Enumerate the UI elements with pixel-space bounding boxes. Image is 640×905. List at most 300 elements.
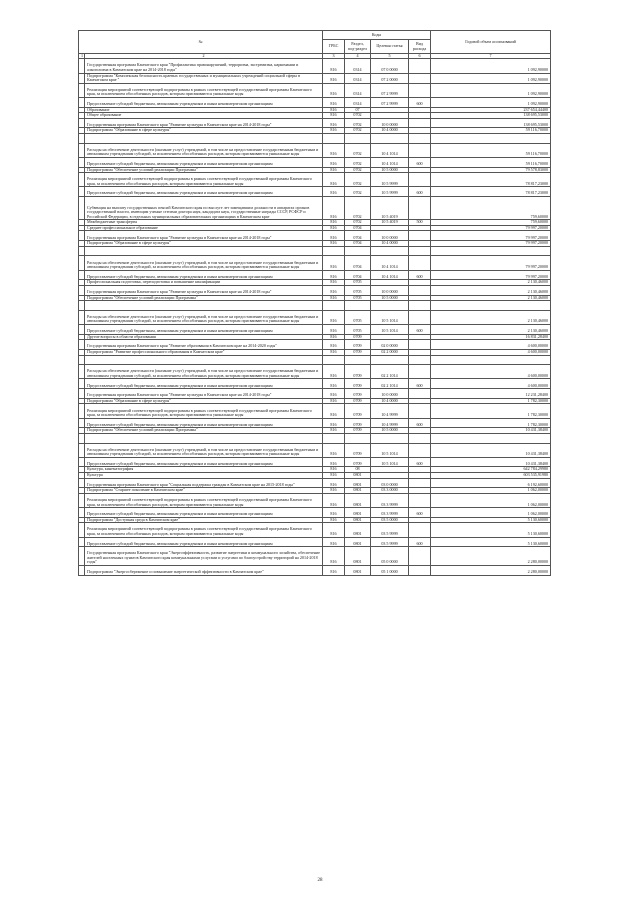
row-target: 10 0 0000: [371, 389, 409, 399]
row-amount: [431, 433, 551, 443]
row-section: 0709: [345, 443, 371, 457]
row-section: [345, 301, 371, 311]
table-row: [79, 133, 551, 143]
row-target: 10 5 4019: [371, 220, 409, 226]
row-name: Подпрограмма "Старшее поколение в Камчатском крае": [85, 488, 323, 494]
row-amount: 1 782,30000: [431, 398, 551, 404]
row-target: 10 5 1014: [371, 310, 409, 324]
row-name: Предоставление субсидий бюджетным, автономным учреждениям и иным некоммерческим организациям: [85, 457, 323, 467]
row-name: Государственная программа Камчатского края "Развитие культуры в Камчатском крае на 2014-2018 годы": [85, 389, 323, 399]
row-name: Образование: [85, 107, 323, 113]
row-exptype: 600: [409, 537, 431, 547]
row-exptype: [409, 118, 431, 128]
row-amount: 10 431,38400: [431, 443, 551, 457]
row-exptype: 600: [409, 457, 431, 467]
row-grbs: 816: [323, 478, 345, 488]
row-target: 10 0 0000: [371, 285, 409, 295]
row-name: Реализация мероприятий соответствующей подпрограммы в рамках соответствующей государственной программы Камчатского края, за исключением обособленных расходов, которым присваиваются уникальные коды: [85, 493, 323, 507]
row-section: 0704: [345, 231, 371, 241]
header-num: №: [79, 31, 323, 54]
row-target: 03 3 9999: [371, 508, 409, 518]
row-grbs: [323, 355, 345, 365]
row-name: Предоставление субсидий бюджетным, автономным учреждениям и иным некоммерческим организациям: [85, 325, 323, 335]
row-amount: 2 130,46000: [431, 295, 551, 301]
row-exptype: [409, 389, 431, 399]
row-amount: 2 280,00000: [431, 566, 551, 576]
row-amount: 1 782,30000: [431, 404, 551, 418]
table-row: [79, 256, 551, 270]
row-target: 10 5 1014: [371, 443, 409, 457]
header-codes: Коды: [323, 31, 431, 40]
row-section: 0709: [345, 398, 371, 404]
row-section: 0709: [345, 365, 371, 379]
row-amount: 2 130,46000: [431, 285, 551, 295]
row-section: 0801: [345, 566, 371, 576]
row-section: 0702: [345, 173, 371, 187]
table-row: [79, 443, 551, 457]
row-amount: 1 092,90000: [431, 73, 551, 83]
row-grbs: 816: [323, 107, 345, 113]
row-grbs: 816: [323, 443, 345, 457]
row-amount: 138 695,53000: [431, 113, 551, 119]
row-name: Предоставление субсидий бюджетным, автономным учреждениям и иным некоммерческим организациям: [85, 508, 323, 518]
table-row: [79, 59, 551, 73]
row-name: [85, 133, 323, 143]
row-amount: 6 192,60000: [431, 478, 551, 488]
row-grbs: 816: [323, 167, 345, 173]
row-target: 03 5 9999: [371, 523, 409, 537]
row-amount: 1 092,90000: [431, 97, 551, 107]
table-row: [79, 187, 551, 197]
row-grbs: 816: [323, 428, 345, 434]
row-name: Государственная программа Камчатского края "Развитие культуры в Камчатском крае на 2014-2018 годы": [85, 231, 323, 241]
row-name: Предоставление субсидий бюджетным, автономным учреждениям и иным некоммерческим организациям: [85, 157, 323, 167]
row-section: 0702: [345, 143, 371, 157]
row-name: Реализация мероприятий соответствующей подпрограммы в рамках соответствующей государственной программы Камчатского края, за исключением обособленных расходов, которым присваиваются уникальные коды: [85, 173, 323, 187]
row-target: 10 5 0000: [371, 428, 409, 434]
row-exptype: [409, 143, 431, 157]
header-amount: Годовой объем ассигнований: [431, 31, 551, 54]
row-name: [85, 301, 323, 311]
table-row: [79, 457, 551, 467]
row-target: [371, 301, 409, 311]
row-name: Предоставление субсидий бюджетным, автономным учреждениям и иным некоммерческим организациям: [85, 379, 323, 389]
row-target: 05 0 0000: [371, 547, 409, 566]
row-section: 0709: [345, 404, 371, 418]
row-amount: 79 997,20000: [431, 225, 551, 231]
row-target: 10 0 0000: [371, 118, 409, 128]
row-name: Межбюджетные трансферты: [85, 220, 323, 226]
row-target: [371, 133, 409, 143]
row-section: 0314: [345, 97, 371, 107]
row-target: 03 5 0000: [371, 517, 409, 523]
row-grbs: 816: [323, 508, 345, 518]
row-section: 07: [345, 107, 371, 113]
row-section: 0709: [345, 418, 371, 428]
row-target: 10 4 0000: [371, 398, 409, 404]
row-target: 03 5 9999: [371, 537, 409, 547]
table-row: [79, 537, 551, 547]
row-exptype: [409, 443, 431, 457]
row-target: 10 4 9999: [371, 404, 409, 418]
col-number: 4: [345, 54, 371, 59]
row-grbs: 816: [323, 389, 345, 399]
row-target: 02 0 0000: [371, 340, 409, 350]
table-row: [79, 433, 551, 443]
table-row: [79, 340, 551, 350]
row-target: 10 4 1014: [371, 270, 409, 280]
row-section: 0801: [345, 488, 371, 494]
row-grbs: 816: [323, 128, 345, 134]
row-name: Предоставление субсидий бюджетным, автономным учреждениям и иным некоммерческим организациям: [85, 418, 323, 428]
row-target: 10 5 1014: [371, 325, 409, 335]
row-grbs: 816: [323, 157, 345, 167]
row-amount: 79 997,20000: [431, 256, 551, 270]
col-number: 2: [85, 54, 323, 59]
header-section: Раздел, под-раздел: [345, 40, 371, 54]
row-grbs: 816: [323, 231, 345, 241]
row-grbs: 816: [323, 467, 345, 473]
row-exptype: 600: [409, 325, 431, 335]
row-amount: 2 130,46000: [431, 280, 551, 286]
row-exptype: [409, 523, 431, 537]
row-grbs: 816: [323, 340, 345, 350]
row-name: Общее образование: [85, 113, 323, 119]
row-amount: 10 431,38400: [431, 428, 551, 434]
row-exptype: [409, 133, 431, 143]
row-grbs: 816: [323, 285, 345, 295]
row-exptype: 600: [409, 418, 431, 428]
row-target: 03 3 9999: [371, 493, 409, 507]
row-amount: [431, 133, 551, 143]
row-target: 10 4 1014: [371, 143, 409, 157]
row-exptype: [409, 59, 431, 73]
table-row: [79, 493, 551, 507]
table-row: [79, 118, 551, 128]
row-section: 0801: [345, 493, 371, 507]
table-row: [79, 310, 551, 324]
row-section: 0702: [345, 187, 371, 197]
row-exptype: [409, 340, 431, 350]
row-name: Культура, кинематография: [85, 467, 323, 473]
row-target: 10 4 0000: [371, 241, 409, 247]
row-target: [371, 246, 409, 256]
row-name: Государственная программа Камчатского края "Развитие образования в Камчатском крае на 2014-2020 годы": [85, 340, 323, 350]
row-section: 0709: [345, 389, 371, 399]
row-grbs: 816: [323, 270, 345, 280]
row-name: Реализация мероприятий соответствующей подпрограммы в рамках соответствующей государственной программы Камчатского края, за исключением обособленных расходов, которым присваиваются уникальные коды: [85, 404, 323, 418]
row-amount: 1 062,00000: [431, 488, 551, 494]
row-name: Подпрограмма "Обеспечение условий реализации Программы": [85, 428, 323, 434]
row-name: Подпрограмма "Образование в сфере культуры": [85, 128, 323, 134]
row-exptype: [409, 433, 431, 443]
row-amount: 759,60000: [431, 220, 551, 226]
row-section: 0704: [345, 225, 371, 231]
row-target: 10 4 1014: [371, 256, 409, 270]
row-section: 0314: [345, 73, 371, 83]
row-target: 02 2 0000: [371, 349, 409, 355]
header-target: Целевая статья: [371, 40, 409, 54]
row-section: [345, 433, 371, 443]
row-amount: 79 997,20000: [431, 231, 551, 241]
row-grbs: 816: [323, 334, 345, 340]
row-name: Предоставление субсидий бюджетным, автономным учреждениям и иным некоммерческим организациям: [85, 537, 323, 547]
row-amount: 79 997,20000: [431, 270, 551, 280]
row-target: 07 2 9999: [371, 83, 409, 97]
table-row: [79, 365, 551, 379]
table-row: [79, 197, 551, 220]
row-name: Среднее профессиональное образование: [85, 225, 323, 231]
row-section: 0705: [345, 285, 371, 295]
row-name: Государственная программа Камчатского края "Развитие культуры в Камчатском крае на 2014-2018 годы": [85, 285, 323, 295]
row-exptype: [409, 256, 431, 270]
table-row: [79, 418, 551, 428]
row-name: Профессиональная подготовка, переподготовка и повышение квалификации: [85, 280, 323, 286]
row-amount: [431, 355, 551, 365]
row-name: Подпрограмма "Образование в сфере культуры": [85, 398, 323, 404]
row-grbs: 816: [323, 398, 345, 404]
table-row: [79, 389, 551, 399]
row-name: Подпрограмма "Развитие профессионального образования в Камчатском крае": [85, 349, 323, 355]
row-section: 0702: [345, 220, 371, 226]
table-row: [79, 508, 551, 518]
row-grbs: 816: [323, 457, 345, 467]
row-grbs: 816: [323, 379, 345, 389]
table-row: [79, 478, 551, 488]
row-section: 0709: [345, 457, 371, 467]
row-exptype: [409, 231, 431, 241]
row-name: Подпрограмма "Образование в сфере культуры": [85, 241, 323, 247]
table-body: [79, 59, 551, 575]
row-exptype: [409, 566, 431, 576]
row-grbs: 816: [323, 241, 345, 247]
table-row: [79, 379, 551, 389]
row-exptype: 600: [409, 508, 431, 518]
row-section: 0314: [345, 59, 371, 73]
row-amount: 5 130,60000: [431, 523, 551, 537]
row-section: 0705: [345, 325, 371, 335]
row-exptype: 600: [409, 157, 431, 167]
row-amount: 2 130,46000: [431, 310, 551, 324]
row-amount: 4 600,00000: [431, 365, 551, 379]
row-name: [85, 355, 323, 365]
row-grbs: [323, 301, 345, 311]
row-target: 10 5 9999: [371, 187, 409, 197]
row-amount: 759,60000: [431, 197, 551, 220]
row-exptype: [409, 83, 431, 97]
row-target: 10 4 0000: [371, 128, 409, 134]
col-number: 6: [409, 54, 431, 59]
row-name: Подпрограмма "Комплексная безопасность краевых государственных и муниципальных учреждений социальной сферы в Камчатском крае ": [85, 73, 323, 83]
row-exptype: [409, 493, 431, 507]
col-number: 5: [371, 54, 409, 59]
row-section: 0801: [345, 537, 371, 547]
row-amount: 12 231,28400: [431, 389, 551, 399]
table-row: [79, 143, 551, 157]
table-row: [79, 270, 551, 280]
row-target: 03 0 0000: [371, 478, 409, 488]
row-amount: 79 997,20000: [431, 241, 551, 247]
row-amount: 1 092,90000: [431, 59, 551, 73]
row-grbs: 816: [323, 310, 345, 324]
row-exptype: 600: [409, 270, 431, 280]
row-grbs: 816: [323, 225, 345, 231]
header-row-1: [79, 31, 551, 40]
row-grbs: 816: [323, 488, 345, 494]
row-exptype: 600: [409, 379, 431, 389]
row-target: 10 5 4019: [371, 197, 409, 220]
row-grbs: 816: [323, 325, 345, 335]
row-amount: 59 116,70000: [431, 128, 551, 134]
row-amount: 2 130,46000: [431, 325, 551, 335]
row-amount: 10 431,38400: [431, 457, 551, 467]
row-amount: 4 600,00000: [431, 349, 551, 355]
row-exptype: [409, 404, 431, 418]
row-target: [371, 355, 409, 365]
row-section: 0705: [345, 295, 371, 301]
row-target: 07 2 0000: [371, 73, 409, 83]
row-section: 0709: [345, 349, 371, 355]
row-grbs: 816: [323, 493, 345, 507]
row-amount: 1 062,00000: [431, 493, 551, 507]
row-exptype: [409, 355, 431, 365]
row-name: Государственная программа Камчатского края "Профилактика правонарушений, терроризма, экстремизма, наркомании и алкоголизма в Камчатском крае на 2014-2018 годы": [85, 59, 323, 73]
row-grbs: 816: [323, 256, 345, 270]
row-section: [345, 246, 371, 256]
row-grbs: 816: [323, 118, 345, 128]
row-grbs: 816: [323, 113, 345, 119]
row-section: 08: [345, 467, 371, 473]
row-section: 0801: [345, 508, 371, 518]
row-name: Расходы на обеспечение деятельности (оказание услуг) учреждений, в том числе на предоставление государственным бюджетным и автономным учреждениям субсидий, за исключением обособленных расходов, которым присваиваются уникальные коды: [85, 310, 323, 324]
table-row: [79, 547, 551, 566]
row-grbs: 816: [323, 365, 345, 379]
row-amount: 78 817,23000: [431, 173, 551, 187]
row-target: 10 5 0000: [371, 167, 409, 173]
row-amount: 1 092,90000: [431, 83, 551, 97]
row-exptype: 600: [409, 97, 431, 107]
row-target: 02 2 1014: [371, 379, 409, 389]
row-name: Расходы на обеспечение деятельности (оказание услуг) учреждений, в том числе на предоставление государственным бюджетным и автономным учреждениям субсидий, за исключением обособленных расходов, которым присваиваются уникальные коды: [85, 443, 323, 457]
row-amount: 1 782,30000: [431, 418, 551, 428]
budget-table: [78, 30, 551, 576]
row-name: Предоставление субсидий бюджетным, автономным учреждениям и иным некоммерческим организациям: [85, 270, 323, 280]
row-amount: 5 130,60000: [431, 537, 551, 547]
row-grbs: 816: [323, 295, 345, 301]
row-grbs: 816: [323, 517, 345, 523]
row-target: 10 4 9999: [371, 418, 409, 428]
row-name: Подпрограмма "Обеспечение условий реализации Программы": [85, 295, 323, 301]
row-grbs: 816: [323, 59, 345, 73]
row-name: Подпрограмма "Доступная среда в Камчатском крае": [85, 517, 323, 523]
row-section: 0705: [345, 310, 371, 324]
row-amount: 237 654,44400: [431, 107, 551, 113]
row-amount: 1 062,00000: [431, 508, 551, 518]
row-target: 10 5 1014: [371, 457, 409, 467]
row-name: Расходы на обеспечение деятельности (оказание услуг) учреждений, в том числе на предоставление государственным бюджетным и автономным учреждениям субсидий, за исключением обособленных расходов, которым присваиваются уникальные коды: [85, 256, 323, 270]
row-name: Подпрограмма "Энергосбережение и повышение энергетической эффективности в Камчатском крае": [85, 566, 323, 576]
row-exptype: [409, 365, 431, 379]
row-section: 0704: [345, 270, 371, 280]
row-amount: 79 578,83000: [431, 167, 551, 173]
row-amount: 59 116,70000: [431, 143, 551, 157]
row-section: 0709: [345, 428, 371, 434]
row-exptype: [409, 478, 431, 488]
table-row: [79, 157, 551, 167]
row-grbs: 816: [323, 97, 345, 107]
row-name: Другие вопросы в области образования: [85, 334, 323, 340]
row-target: 07 2 9999: [371, 97, 409, 107]
header-exptype: Вид расхода: [409, 40, 431, 54]
table-row: [79, 285, 551, 295]
row-grbs: 816: [323, 404, 345, 418]
row-name: Расходы на обеспечение деятельности (оказание услуг) учреждений, в том числе на предоставление государственным бюджетным и автономным учреждениям субсидий, за исключением обособленных расходов, которым присваиваются уникальные коды: [85, 365, 323, 379]
row-section: 0704: [345, 241, 371, 247]
row-target: 10 5 0000: [371, 295, 409, 301]
row-grbs: 816: [323, 197, 345, 220]
row-grbs: 816: [323, 418, 345, 428]
row-amount: [431, 246, 551, 256]
row-name: Реализация мероприятий соответствующей подпрограммы в рамках соответствующей государственной программы Камчатского края, за исключением обособленных расходов, которым присваиваются уникальные коды: [85, 83, 323, 97]
table-row: [79, 246, 551, 256]
row-name: Субвенция на выплату государственных пенсий Камчатского края по выслуге лет замещавшим должности в аппаратах органов государственной власти, имеющим ученые степени доктора наук, кандидата наук, государственные награды СССР, РСФСР и Российской Федерации, в отдельных муниципальных образовательных организациях в Камчатском крае: [85, 197, 323, 220]
row-section: 0702: [345, 157, 371, 167]
row-target: 10 4 1014: [371, 157, 409, 167]
row-section: 0314: [345, 83, 371, 97]
table-row: [79, 301, 551, 311]
row-amount: 59 116,70000: [431, 157, 551, 167]
row-name: Государственная программа Камчатского края "Социальная поддержка граждан в Камчатском крае на 2015-2018 годы": [85, 478, 323, 488]
table-row: [79, 404, 551, 418]
row-name: Реализация мероприятий соответствующей подпрограммы в рамках соответствующей государственной программы Камчатского края, за исключением обособленных расходов, которым присваиваются уникальные коды: [85, 523, 323, 537]
row-exptype: 600: [409, 187, 431, 197]
table-row: [79, 325, 551, 335]
table-row: [79, 173, 551, 187]
row-section: 0801: [345, 547, 371, 566]
table-row: [79, 566, 551, 576]
row-amount: 642 784,29980: [431, 467, 551, 473]
row-amount: 138 695,53000: [431, 118, 551, 128]
header-grbs: ГРБС: [323, 40, 345, 54]
row-exptype: [409, 285, 431, 295]
row-target: [371, 433, 409, 443]
row-amount: 4 600,00000: [431, 379, 551, 389]
row-grbs: 816: [323, 566, 345, 576]
row-grbs: 816: [323, 547, 345, 566]
row-section: 0702: [345, 167, 371, 173]
row-exptype: [409, 173, 431, 187]
row-section: 0704: [345, 256, 371, 270]
row-section: 0801: [345, 473, 371, 479]
row-amount: 4 600,00000: [431, 340, 551, 350]
row-section: 0801: [345, 478, 371, 488]
row-section: 0709: [345, 379, 371, 389]
table-row: [79, 523, 551, 537]
row-grbs: 816: [323, 173, 345, 187]
row-name: Расходы на обеспечение деятельности (оказание услуг) учреждений, в том числе на предоставление государственным бюджетным и автономным учреждениям субсидий, за исключением обособленных расходов, которым присваиваются уникальные коды: [85, 143, 323, 157]
row-exptype: [409, 197, 431, 220]
row-section: [345, 355, 371, 365]
row-grbs: 816: [323, 83, 345, 97]
row-grbs: 816: [323, 143, 345, 157]
row-name: Предоставление субсидий бюджетным, автономным учреждениям и иным некоммерческим организациям: [85, 97, 323, 107]
row-section: 0702: [345, 113, 371, 119]
row-amount: 603 535,91980: [431, 473, 551, 479]
row-grbs: [323, 133, 345, 143]
row-grbs: 816: [323, 473, 345, 479]
row-target: 10 0 0000: [371, 231, 409, 241]
row-exptype: [409, 310, 431, 324]
